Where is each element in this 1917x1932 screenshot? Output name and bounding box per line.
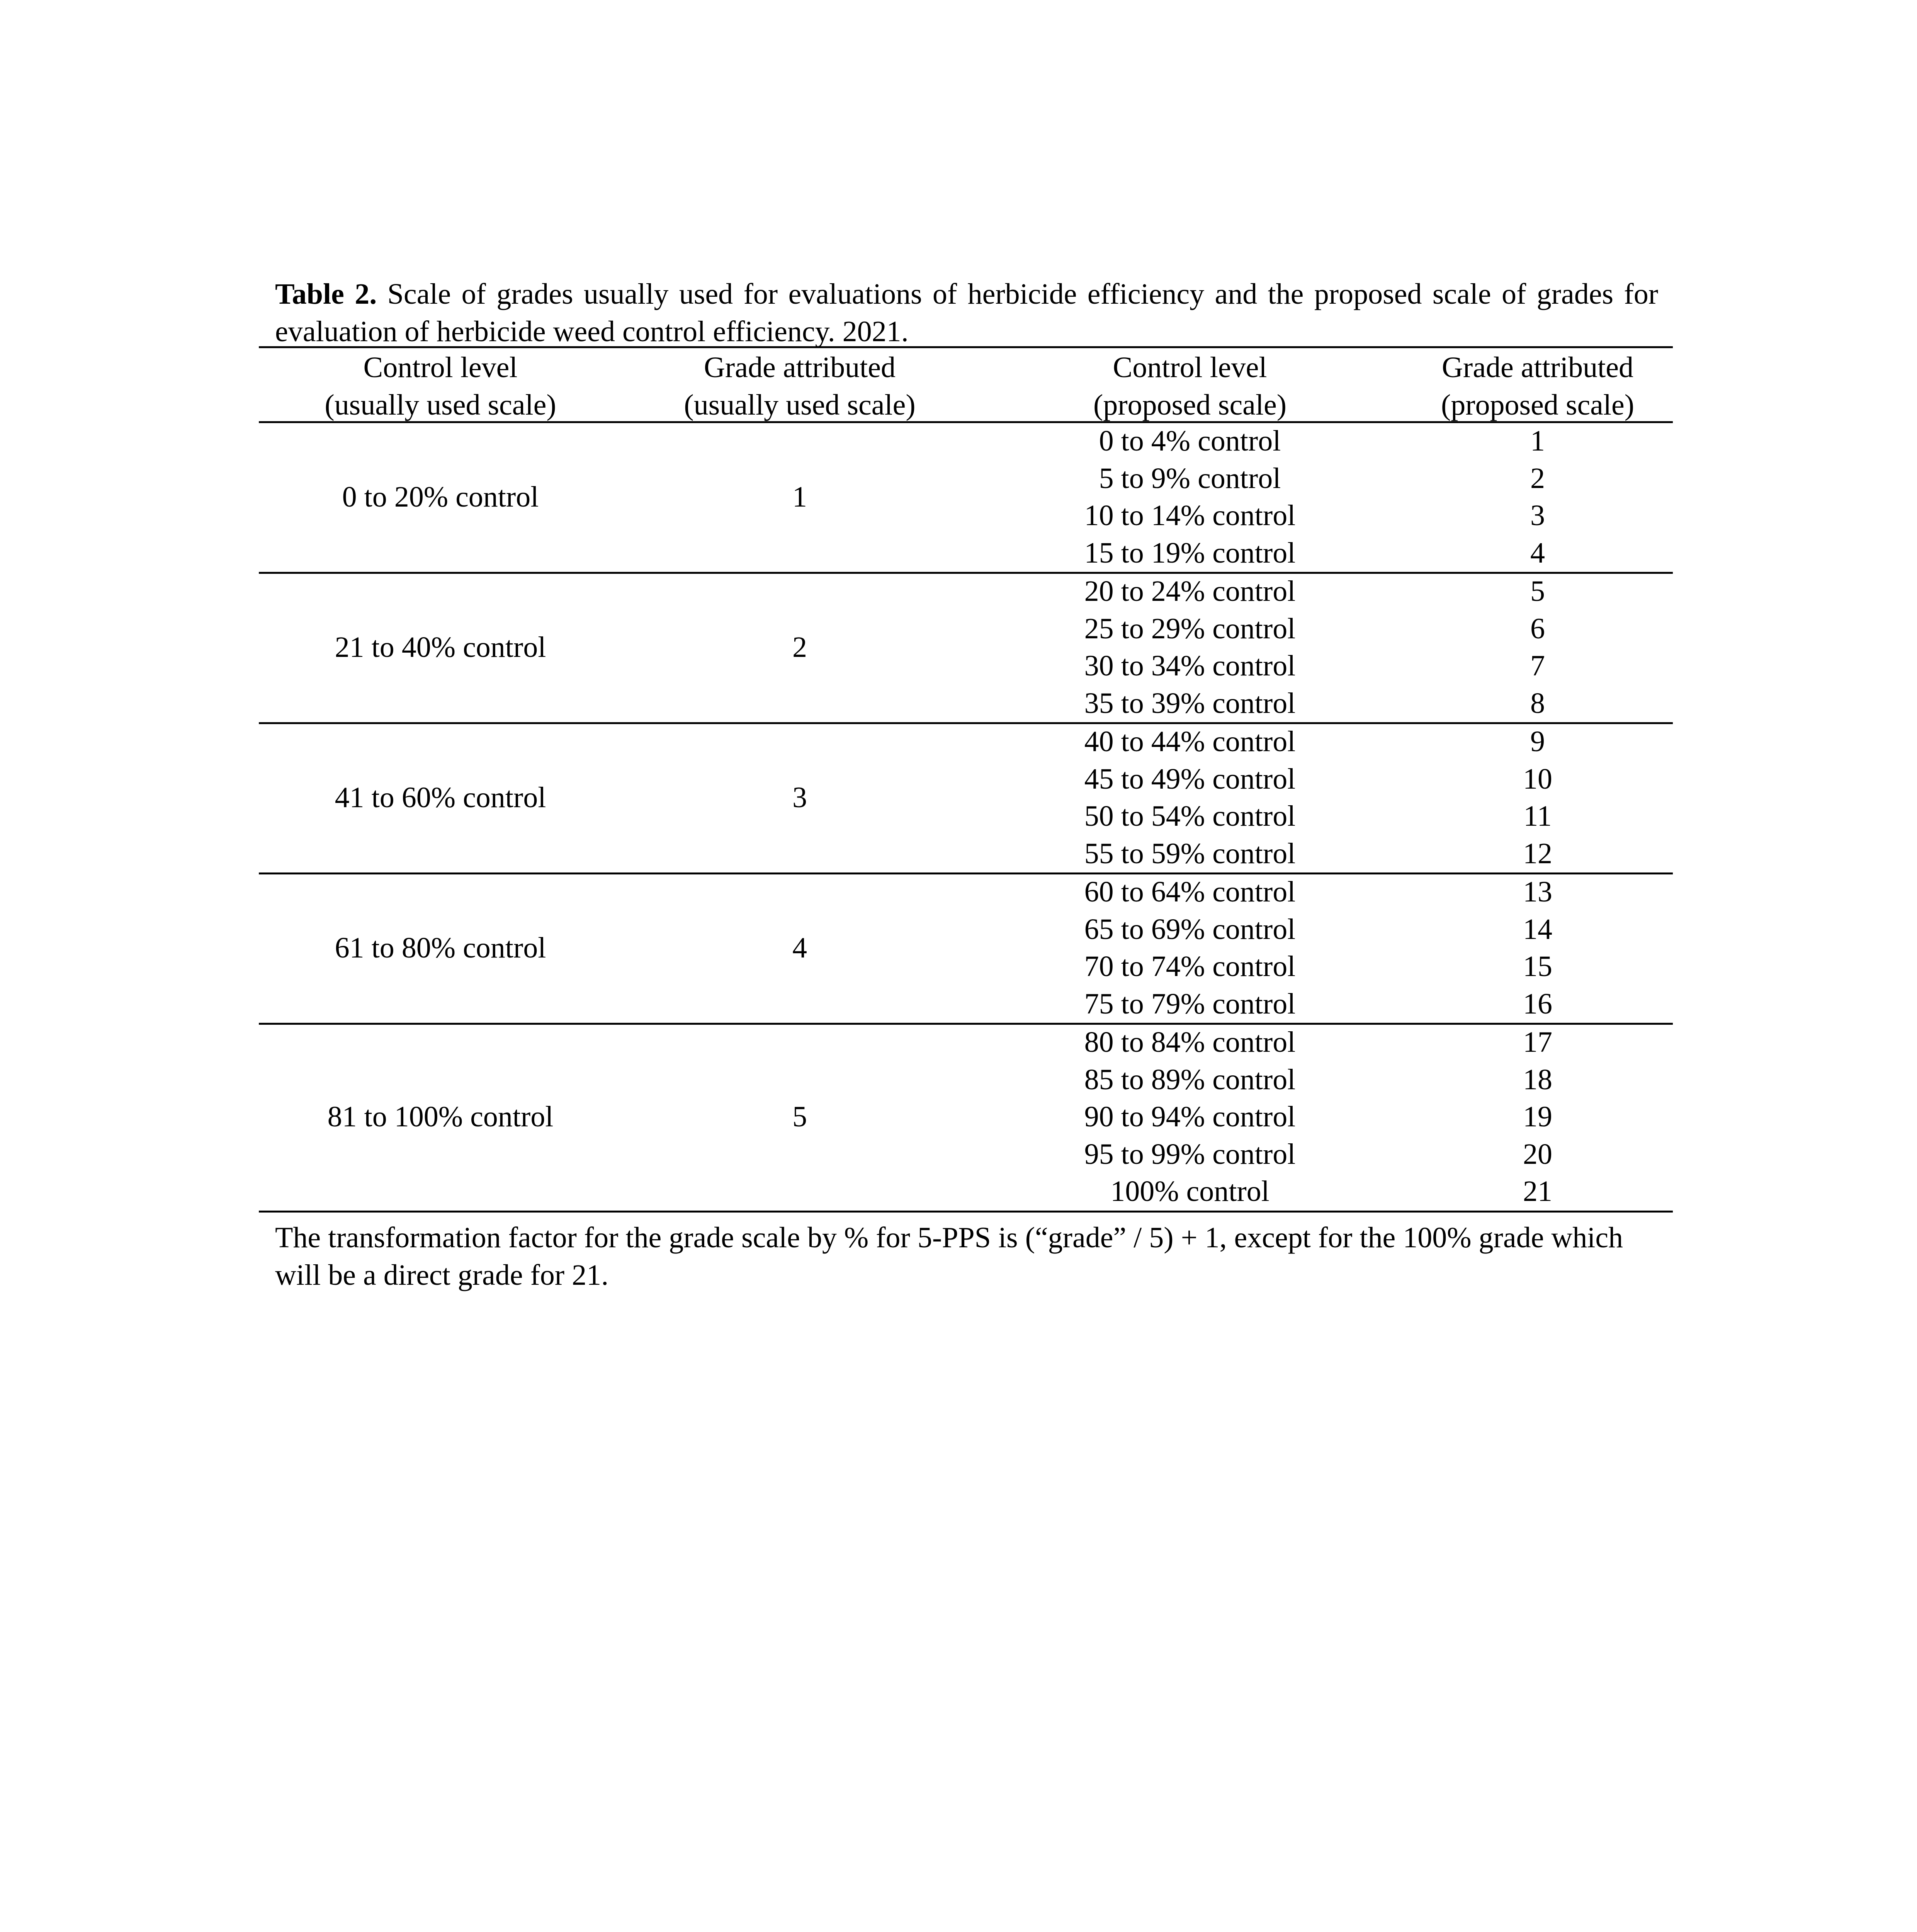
proposed-grade: 4 <box>1530 536 1545 569</box>
proposed-grade: 11 <box>1523 800 1552 832</box>
header-proposed-grade <box>1402 349 1673 424</box>
usual-control-level: 81 to 100% control <box>327 1100 554 1133</box>
proposed-control-level: 70 to 74% control <box>1084 950 1296 983</box>
table-top-rule <box>259 346 1673 348</box>
header-line: (usually used scale) <box>684 389 916 421</box>
header-line: (proposed scale) <box>1441 389 1635 421</box>
proposed-control-level: 50 to 54% control <box>1084 800 1296 832</box>
proposed-control-level: 5 to 9% control <box>1099 462 1281 495</box>
usual-control-level: 41 to 60% control <box>335 781 546 814</box>
proposed-control-level: 80 to 84% control <box>1084 1026 1296 1058</box>
proposed-control-level: 25 to 29% control <box>1084 612 1296 645</box>
proposed-control-level: 90 to 94% control <box>1084 1100 1296 1133</box>
header-line: (proposed scale) <box>1093 389 1287 421</box>
proposed-control-level: 45 to 49% control <box>1084 762 1296 795</box>
proposed-grade: 5 <box>1530 575 1545 607</box>
table-label: Table 2. <box>275 278 377 310</box>
proposed-grade: 8 <box>1530 687 1545 719</box>
header-proposed-control-level <box>977 349 1402 424</box>
proposed-grade: 7 <box>1530 650 1545 682</box>
table-caption <box>275 276 1658 350</box>
proposed-control-level: 10 to 14% control <box>1084 499 1296 532</box>
proposed-control-level: 85 to 89% control <box>1084 1063 1296 1096</box>
usual-grade: 3 <box>792 781 807 814</box>
proposed-grade: 18 <box>1523 1063 1552 1096</box>
proposed-control-level: 20 to 24% control <box>1084 575 1296 607</box>
proposed-control-level: 60 to 64% control <box>1084 876 1296 908</box>
proposed-control-level: 100% control <box>1110 1175 1270 1208</box>
caption-text: Scale of grades usually used for evaluations of herbicide efficiency and the proposed scale of grades for evaluation of herbicide weed control efficiency. 2021. <box>275 278 1659 348</box>
usual-grade: 5 <box>792 1100 807 1133</box>
proposed-grade: 20 <box>1523 1138 1552 1170</box>
proposed-grade: 19 <box>1523 1100 1552 1133</box>
proposed-control-level: 30 to 34% control <box>1084 650 1296 682</box>
header-line: Grade attributed <box>1442 351 1633 384</box>
proposed-control-level: 65 to 69% control <box>1084 913 1296 946</box>
usual-control-level: 61 to 80% control <box>335 931 546 964</box>
proposed-control-level: 35 to 39% control <box>1084 687 1296 719</box>
header-usual-control-level <box>259 349 622 424</box>
proposed-grade: 15 <box>1523 950 1552 983</box>
table-footnote: The transformation factor for the grade scale by % for 5-PPS is (“grade” / 5) + 1, except for the 100% grade which will be a direct grade for 21. <box>275 1221 1623 1291</box>
proposed-grade: 3 <box>1530 499 1545 532</box>
usual-grade: 2 <box>792 631 807 663</box>
proposed-control-level: 95 to 99% control <box>1084 1138 1296 1170</box>
proposed-control-level: 0 to 4% control <box>1099 425 1281 457</box>
header-line: Control level <box>363 351 518 384</box>
proposed-grade: 1 <box>1530 425 1545 457</box>
proposed-control-level: 55 to 59% control <box>1084 837 1296 870</box>
proposed-control-level: 15 to 19% control <box>1084 536 1296 569</box>
proposed-grade: 6 <box>1530 612 1545 645</box>
table-bottom-rule <box>259 1211 1673 1213</box>
header-line: Grade attributed <box>704 351 896 384</box>
usual-grade: 4 <box>792 931 807 964</box>
proposed-grade: 12 <box>1523 837 1552 870</box>
usual-control-level: 0 to 20% control <box>342 480 539 513</box>
header-usual-grade <box>622 349 977 424</box>
proposed-grade: 13 <box>1523 876 1552 908</box>
usual-grade: 1 <box>792 480 807 513</box>
proposed-grade: 17 <box>1523 1026 1552 1058</box>
header-line: Control level <box>1113 351 1267 384</box>
proposed-grade: 2 <box>1530 462 1545 495</box>
proposed-control-level: 40 to 44% control <box>1084 725 1296 758</box>
proposed-grade: 16 <box>1523 987 1552 1020</box>
proposed-grade: 10 <box>1523 762 1552 795</box>
proposed-grade: 9 <box>1530 725 1545 758</box>
proposed-control-level: 75 to 79% control <box>1084 987 1296 1020</box>
proposed-grade: 14 <box>1523 913 1552 946</box>
proposed-grade: 21 <box>1523 1175 1552 1208</box>
usual-control-level: 21 to 40% control <box>335 631 546 663</box>
header-line: (usually used scale) <box>325 389 556 421</box>
